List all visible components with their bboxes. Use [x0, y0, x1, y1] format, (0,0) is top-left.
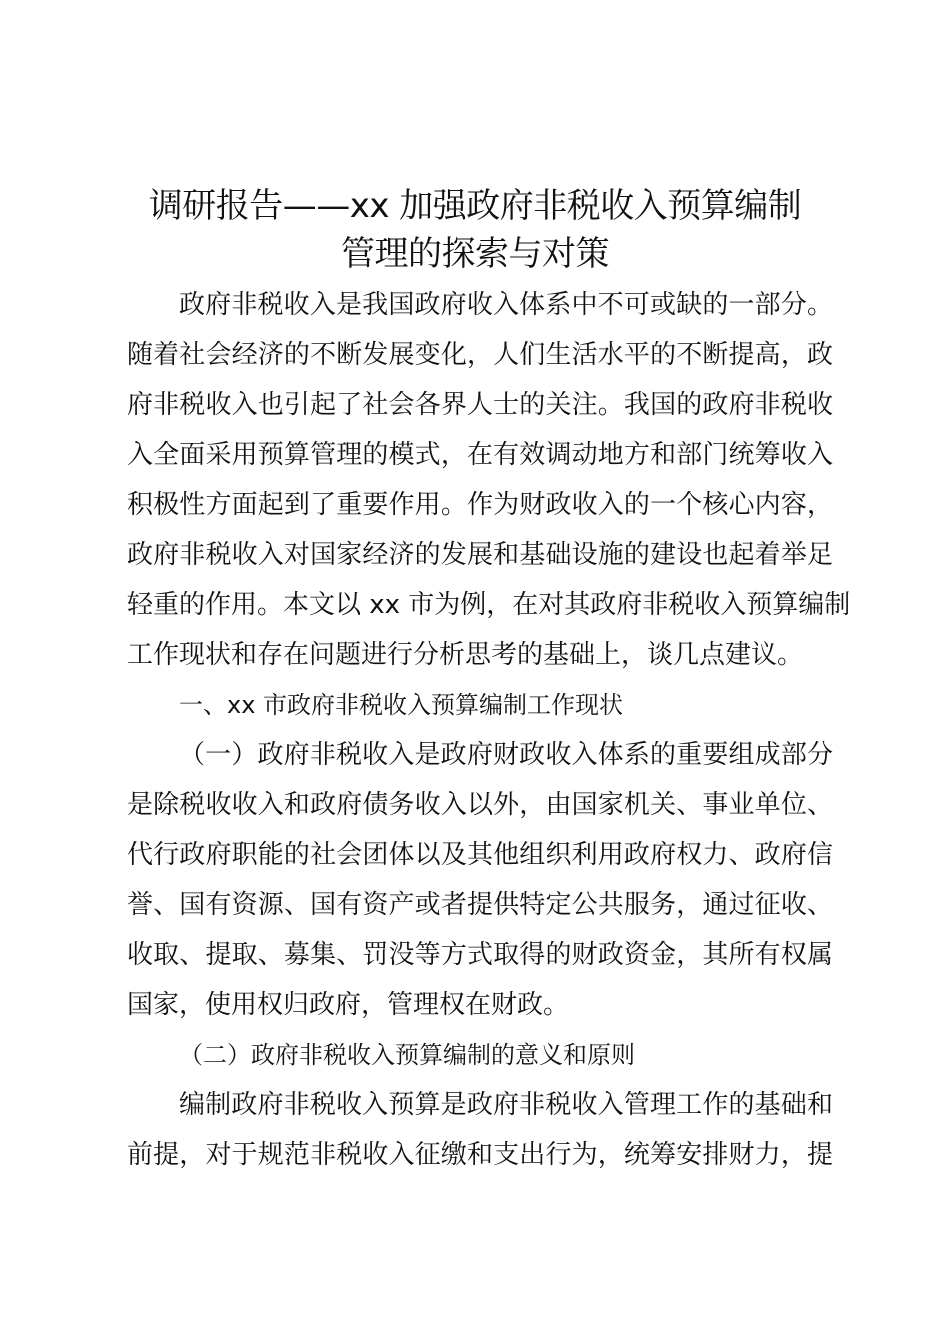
- paragraph-1-line-1: 政府非税收入是我国政府收入体系中不可或缺的一部分。: [179, 290, 833, 320]
- paragraph-3-line-2: 前提，对于规范非税收入征缴和支出行为，统筹安排财力，提: [127, 1140, 833, 1170]
- paragraph-2-line-1: （一）政府非税收入是政府财政收入体系的重要组成部分: [179, 740, 833, 770]
- document-title-line-1: 调研报告——xx 加强政府非税收入预算编制: [148, 186, 802, 226]
- paragraph-1-line-8: 工作现状和存在问题进行分析思考的基础上，谈几点建议。: [127, 640, 804, 670]
- document-title-line-2: 管理的探索与对策: [341, 234, 609, 274]
- paragraph-2-line-2: 是除税收收入和政府债务收入以外，由国家机关、事业单位、: [127, 790, 833, 820]
- paragraph-1-line-5: 积极性方面起到了重要作用。作为财政收入的一个核心内容，: [127, 490, 833, 520]
- section-1-heading: 一、xx 市政府非税收入预算编制工作现状: [179, 691, 624, 719]
- paragraph-2-line-6: 国家，使用权归政府，管理权在财政。: [127, 990, 570, 1020]
- paragraph-2-line-3: 代行政府职能的社会团体以及其他组织利用政府权力、政府信: [127, 840, 833, 870]
- paragraph-1-line-7: 轻重的作用。本文以 xx 市为例，在对其政府非税收入预算编制: [127, 590, 851, 620]
- paragraph-1-line-2: 随着社会经济的不断发展变化，人们生活水平的不断提高，政: [127, 340, 833, 370]
- paragraph-2-line-5: 收取、提取、募集、罚没等方式取得的财政资金，其所有权属: [127, 940, 833, 970]
- paragraph-3-line-1: 编制政府非税收入预算是政府非税收入管理工作的基础和: [179, 1090, 833, 1120]
- paragraph-2-line-4: 誉、国有资源、国有资产或者提供特定公共服务，通过征收、: [127, 890, 833, 920]
- paragraph-1-line-6: 政府非税收入对国家经济的发展和基础设施的建设也起着举足: [127, 540, 833, 570]
- paragraph-1-line-3: 府非税收入也引起了社会各界人士的关注。我国的政府非税收: [127, 390, 833, 420]
- subsection-2-heading: （二）政府非税收入预算编制的意义和原则: [179, 1041, 635, 1069]
- paragraph-1-line-4: 入全面采用预算管理的模式，在有效调动地方和部门统筹收入: [127, 440, 833, 470]
